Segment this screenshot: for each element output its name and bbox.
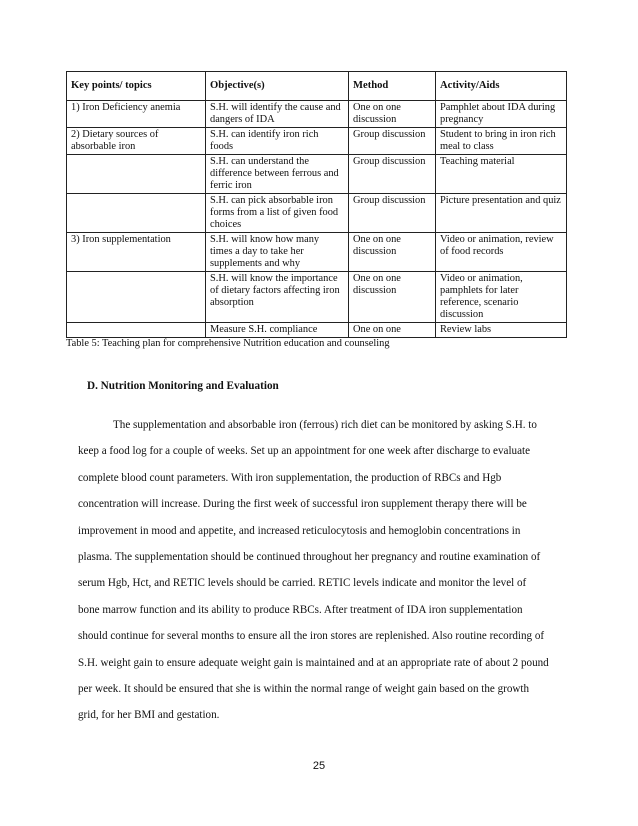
table-cell — [67, 194, 206, 233]
teaching-plan-table-container — [66, 71, 566, 350]
table-cell: Pamphlet about IDA during pregnancy — [436, 101, 567, 128]
table-cell: 2) Dietary sources of absorbable iron — [67, 128, 206, 155]
table-cell: One on one — [349, 323, 436, 338]
paragraph-line: S.H. weight gain to ensure adequate weight gain is maintained and at an appropriate rate of about 2 pound — [78, 656, 549, 669]
table-cell: One on one discussion — [349, 233, 436, 272]
paragraph-line: serum Hgb, Hct, and RETIC levels should be carried. RETIC levels indicate and monitor the level of — [78, 577, 527, 590]
paragraph-line: complete blood count parameters. With iron supplementation, the production of RBCs and Hgb — [78, 471, 502, 484]
paragraph-line-text: The supplementation and absorbable iron (ferrous) rich diet can be monitored by asking S.H. to — [113, 419, 537, 431]
table-caption: Table 5: Teaching plan for comprehensive Nutrition education and counseling — [66, 338, 390, 349]
table-cell — [67, 323, 206, 338]
table-cell: Group discussion — [349, 155, 436, 194]
header-objectives: Objective(s) — [206, 72, 349, 101]
table-cell: Group discussion — [349, 194, 436, 233]
header-activity-aids: Activity/Aids — [436, 72, 567, 101]
table-row — [67, 194, 567, 233]
table-cell: Video or animation, pamphlets for later reference, scenario discussion — [436, 272, 567, 323]
table-cell: Teaching material — [436, 155, 567, 194]
table-row — [67, 155, 567, 194]
paragraph-line: keep a food log for a couple of weeks. Set up an appointment for one week after discharge to evaluate — [78, 445, 531, 458]
table-cell: S.H. can understand the difference between ferrous and ferric iron — [206, 155, 349, 194]
header-key-points: Key points/ topics — [67, 72, 206, 101]
table-cell: S.H. can identify iron rich foods — [206, 128, 349, 155]
table-cell: 1) Iron Deficiency anemia — [67, 101, 206, 128]
table-cell: One on one discussion — [349, 101, 436, 128]
paragraph-line: should continue for several months to ensure all the iron stores are replenished. Also routine recording of — [78, 630, 545, 643]
table-cell: One on one discussion — [349, 272, 436, 323]
table-cell: Video or animation, review of food records — [436, 233, 567, 272]
table-cell: S.H. will know the importance of dietary factors affecting iron absorption — [206, 272, 349, 323]
table-row — [67, 128, 567, 155]
table-cell: Picture presentation and quiz — [436, 194, 567, 233]
paragraph-line: bone marrow function and its ability to produce RBCs. After treatment of IDA iron supplementation — [78, 603, 523, 616]
table-cell — [67, 155, 206, 194]
table-cell: Group discussion — [349, 128, 436, 155]
table-row — [67, 101, 567, 128]
section-heading: D. Nutrition Monitoring and Evaluation — [87, 380, 279, 392]
page-number: 25 — [312, 760, 326, 772]
teaching-plan-table — [66, 71, 567, 338]
header-method: Method — [349, 72, 436, 101]
paragraph-line: concentration will increase. During the first week of successful iron supplement therapy there will be — [78, 498, 527, 511]
table-row — [67, 272, 567, 323]
paragraph-line: improvement in mood and appetite, and increased reticulocytosis and hemoglobin concentrations in — [78, 524, 521, 537]
table-row — [67, 323, 567, 338]
table-row — [67, 233, 567, 272]
paragraph-line: plasma. The supplementation should be continued throughout her pregnancy and routine examination of — [78, 551, 541, 564]
table-cell: Measure S.H. compliance — [206, 323, 349, 338]
table-header-row — [67, 72, 567, 101]
table-cell: S.H. can pick absorbable iron forms from a list of given food choices — [206, 194, 349, 233]
table-cell: Student to bring in iron rich meal to class — [436, 128, 567, 155]
table-cell: S.H. will know how many times a day to take her supplements and why — [206, 233, 349, 272]
table-cell: 3) Iron supplementation — [67, 233, 206, 272]
paragraph-line: per week. It should be ensured that she is within the normal range of weight gain based on the growth — [78, 683, 530, 696]
table-cell — [67, 272, 206, 323]
table-cell: S.H. will identify the cause and dangers of IDA — [206, 101, 349, 128]
paragraph-line — [78, 412, 564, 438]
table-cell: Review labs — [436, 323, 567, 338]
paragraph-line: grid, for her BMI and gestation. — [78, 709, 220, 722]
body-paragraph — [78, 412, 564, 729]
